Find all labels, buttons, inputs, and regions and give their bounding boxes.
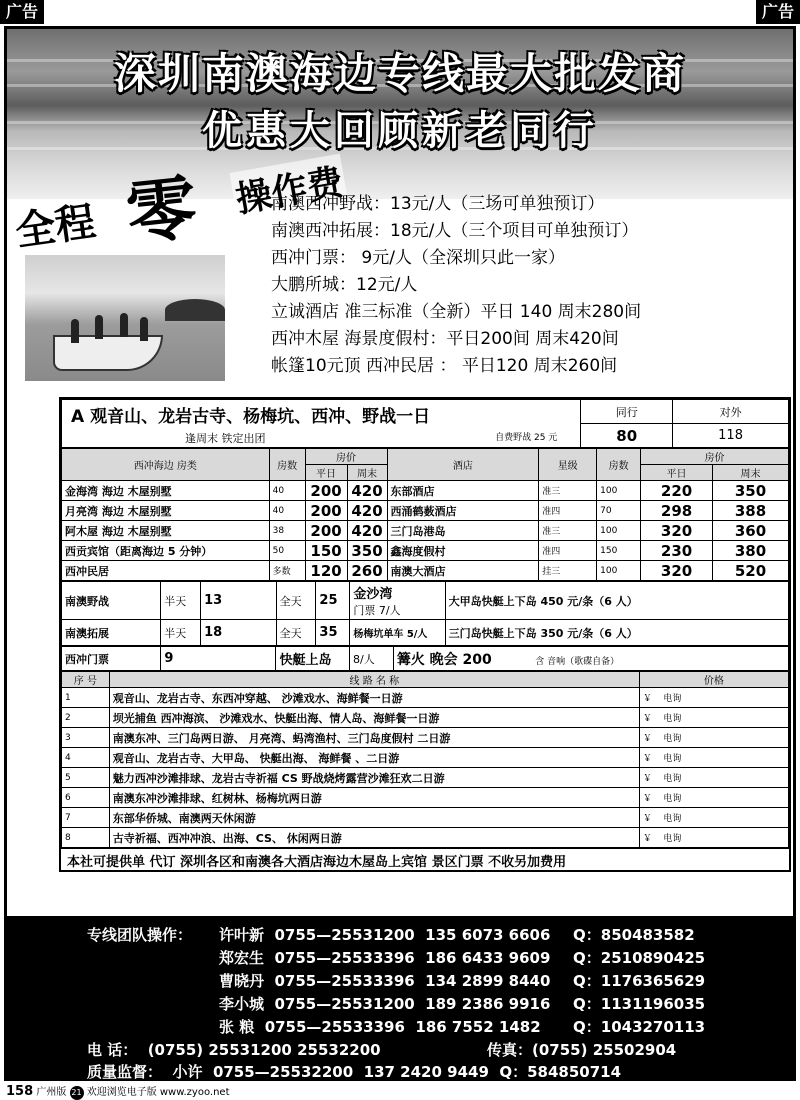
contact-row: 曹晓丹 0755—25533396 134 2899 8440 <box>219 972 551 990</box>
table-row: 8 古寺祈福、西冲冲浪、出海、CS、 休闲两日游 ￥ 电询 <box>62 828 789 848</box>
route-a-table <box>61 399 789 448</box>
hdr-type: 西冲海边 房类 <box>62 449 270 481</box>
peer-price: 80 <box>581 424 673 448</box>
table-row: 4 观音山、龙岩古寺、大甲岛、 快艇出海、 海鲜餐 、二日游 ￥ 电询 <box>62 748 789 768</box>
table-row: 南澳拓展 半天 18 全天 35 杨梅坑单车 5/人 三门岛快艇上下岛 350 元/条（6 人） <box>62 620 789 646</box>
offer-item: 南澳西冲野战：13元/人（三场可单独预订） <box>271 194 605 214</box>
offer-item: 南澳西冲拓展：18元/人（三个项目可单独预订） <box>271 221 639 241</box>
table-row: 西冲民居 多数 120 260 南澳大酒店 挂三 100 320 520 <box>62 561 789 581</box>
offer-item: 西冲木屋 海景度假村：平日200间 周末420间 <box>271 329 619 349</box>
boat-photo <box>25 255 225 381</box>
table-row: 2 坝光捕鱼 西冲海滨、 沙滩戏水、快艇出海、情人岛、海鲜餐一日游 ￥ 电询 <box>62 708 789 728</box>
offer-item: 西冲门票： 9元/人（全深圳只此一家） <box>271 248 565 268</box>
promo-part2: 操作费 <box>229 154 348 224</box>
table-row: 阿木屋 海边 木屋别墅 38 200 420 三门岛港岛 准三 100 320 360 <box>62 521 789 541</box>
ad-tag-right: 广告 <box>756 0 800 24</box>
hdr-hotel: 酒店 <box>387 449 539 481</box>
hdr-star: 星级 <box>539 449 597 481</box>
hdr-weekday2: 平日 <box>641 465 713 481</box>
hdr-route-price: 价格 <box>639 672 788 688</box>
edition-icon: 21 <box>70 1086 84 1100</box>
table-row: 西贡宾馆（距离海边 5 分钟） 50 150 350 鑫海度假村 准四 150 230 380 <box>62 541 789 561</box>
peer-label: 同行 <box>581 400 673 424</box>
contact-qq: Q：2510890425 <box>573 949 706 967</box>
promo-zero: 零 <box>122 166 201 256</box>
route-a-title: A 观音山、龙岩古寺、杨梅坑、西冲、野战一日 <box>71 406 431 427</box>
contact-qq: Q：1131196035 <box>573 995 706 1013</box>
ad-frame <box>4 26 796 1081</box>
contact-qq: Q：1176365629 <box>573 972 706 990</box>
hdr-route: 线 路 名 称 <box>109 672 639 688</box>
page-number: 158 <box>6 1084 34 1099</box>
hdr-price2: 房价 <box>641 449 789 465</box>
table-row: 5 魅力西冲沙滩排球、龙岩古寺祈福 CS 野战烧烤露营沙滩狂欢二日游 ￥ 电询 <box>62 768 789 788</box>
phone-line: 电 话： (0755) 25531200 25532200 <box>87 1041 381 1059</box>
table-row: 3 南澳东冲、三门岛两日游、 月亮湾、蚂湾渔村、三门岛度假村 二日游 ￥ 电询 <box>62 728 789 748</box>
footer-link[interactable]: 欢迎浏览电子版 www.zyoo.net <box>86 1087 230 1098</box>
hdr-rooms: 房数 <box>269 449 305 481</box>
offer-list <box>271 191 791 380</box>
contact-row: 许叶新 0755—25531200 135 6073 6606 <box>219 926 551 944</box>
hdr-price: 房价 <box>305 449 387 465</box>
service-note: 本社可提供单 代订 深圳各区和南澳各大酒店海边木屋岛上宾馆 景区门票 不收另加费用 <box>61 848 789 870</box>
island-shape <box>165 299 225 321</box>
hdr-weekend2: 周末 <box>713 465 789 481</box>
hdr-weekend: 周末 <box>347 465 387 481</box>
promo-part1: 全程 <box>12 198 99 256</box>
public-price: 118 <box>673 424 789 448</box>
offer-item: 立诚酒店 准三标准（全新）平日 140 周末280间 <box>271 302 642 322</box>
contact-row: 张 粮 0755—25533396 186 7552 1482 <box>219 1018 541 1036</box>
contact-qq: Q：850483582 <box>573 926 695 944</box>
fax-line: 传真：(0755) 25502904 <box>487 1041 677 1059</box>
table-row: 月亮湾 海边 木屋别墅 40 200 420 西涌鹤薮酒店 准四 70 298 388 <box>62 501 789 521</box>
hdr-rooms2: 房数 <box>597 449 641 481</box>
supervision-line: 质量监督： 小许 0755—25532200 137 2420 9449 Q：584850714 <box>87 1063 622 1081</box>
contact-qq: Q：1043270113 <box>573 1018 706 1036</box>
public-label: 对外 <box>673 400 789 424</box>
routes-table <box>61 671 789 848</box>
extra-table <box>61 646 789 671</box>
table-row: 7 东部华侨城、南澳两天休闲游 ￥ 电询 <box>62 808 789 828</box>
route-a-note: 自费野战 25 元 <box>495 432 558 443</box>
table-row: 西冲门票 9 快艇上岛 8/人 篝火 晚会 200 含 音响（歌碟自备） <box>62 647 789 671</box>
contact-row: 李小城 0755—25531200 189 2386 9916 <box>219 995 551 1013</box>
page-footer <box>6 1083 230 1100</box>
headline-primary: 深圳南澳海边专线最大批发商 <box>113 49 686 98</box>
price-table <box>59 397 791 872</box>
contacts-label: 专线团队操作： <box>87 926 193 944</box>
offer-item: 大鹏所城：12元/人 <box>271 275 418 295</box>
headline-secondary: 优惠大回顾新老同行 <box>202 108 598 154</box>
hdr-no: 序 号 <box>62 672 110 688</box>
hdr-weekday: 平日 <box>305 465 347 481</box>
offer-item: 帐篷10元顶 西冲民居 ： 平日120 周末260间 <box>271 356 618 376</box>
contact-row: 郑宏生 0755—25533396 186 6433 9609 <box>219 949 551 967</box>
table-row: 金海湾 海边 木屋别墅 40 200 420 东部酒店 准三 100 220 350 <box>62 481 789 501</box>
table-row: 南澳野战 半天 13 全天 25 金沙湾 门票 7/人 大甲岛快艇上下岛 450 元/条（6 人） <box>62 582 789 620</box>
lodging-table <box>61 448 789 581</box>
activity-table <box>61 581 789 646</box>
table-row: 6 南澳东冲沙滩排球、红树林、杨梅坑两日游 ￥ 电询 <box>62 788 789 808</box>
ad-tag-left: 广告 <box>0 0 44 24</box>
contact-panel <box>7 916 793 1081</box>
edition-label: 广州版 <box>36 1087 67 1098</box>
route-a-sub: 逢周末 铁定出团 <box>185 431 266 445</box>
table-row: 1 观音山、龙岩古寺、东西冲穿越、 沙滩戏水、海鲜餐一日游 ￥ 电询 <box>62 688 789 708</box>
